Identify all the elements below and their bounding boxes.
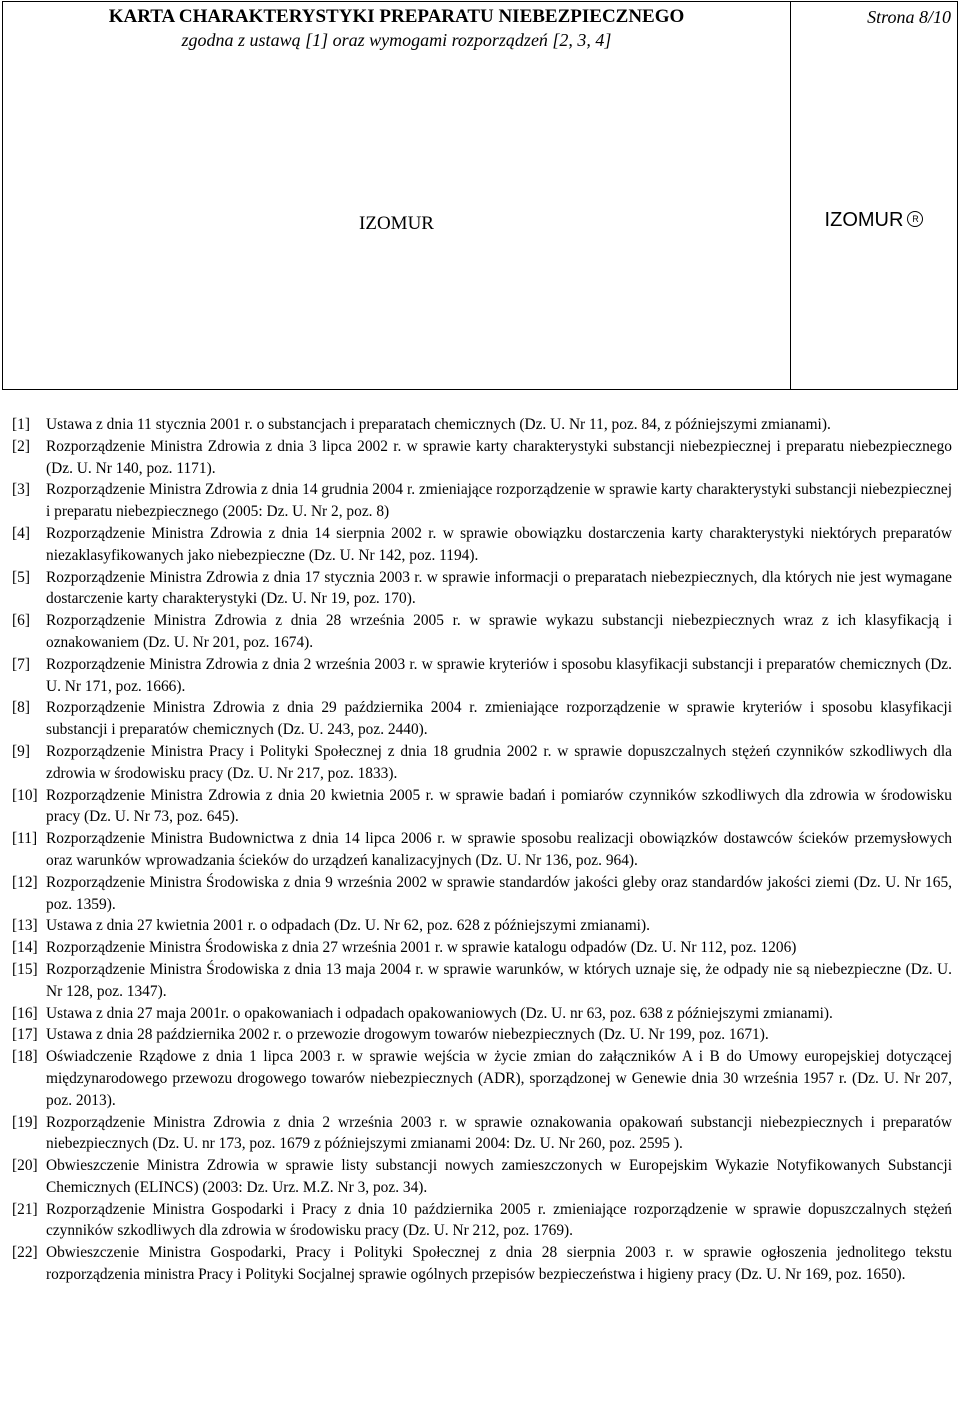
reference-number: [13]: [12, 917, 38, 935]
reference-text: Rozporządzenie Ministra Budownictwa z dnia 14 lipca 2006 r. w sprawie sposobu realizacji obowiązków dostawców ścieków przemysłowych oraz warunków wprowadzania ścieków do urządzeń kanalizacyjnych (Dz. U. Nr 136, poz. 964).: [46, 830, 952, 869]
reference-text: Rozporządzenie Ministra Zdrowia z dnia 14 grudnia 2004 r. zmieniające rozporządzenie w sprawie karty charakterystyki substancji niebezpiecznej i preparatu niebezpiecznego (2005: Dz. U. Nr 2, poz. 8): [46, 481, 952, 521]
reference-item: [12, 1003, 952, 1025]
reference-item: [12, 1046, 952, 1111]
reference-number: [16]: [12, 1004, 38, 1022]
reference-text: Obwieszczenie Ministra Gospodarki, Pracy i Polityki Społecznej z dnia 28 sierpnia 2003 r. w sprawie ogłoszenia jednolitego tekstu rozporządzenia ministra Pracy i Polityki Socjalnej sprawie ogólnych przepisów bezpieczeństwa i higieny pracy (Dz. U. Nr 169, poz. 1650).: [46, 1244, 952, 1284]
reference-text: Rozporządzenie Ministra Zdrowia z dnia 14 sierpnia 2002 r. w sprawie obowiązku dostarczenia karty charakterystyki niektórych preparatów niezaklasyfikowanych jako niebezpieczne (Dz. U. Nr 142, poz. 1194).: [46, 524, 952, 564]
reference-item: [12, 828, 952, 872]
reference-text: Ustawa z dnia 28 października 2002 r. o przewozie drogowym towarów niebezpiecznych (Dz. U. Nr 199, poz. 1671).: [46, 1026, 769, 1044]
reference-number: [8]: [12, 699, 30, 717]
reference-text: Rozporządzenie Ministra Środowiska z dnia 27 września 2001 r. w sprawie katalogu odpadów (Dz. U. Nr 112, poz. 1206): [46, 939, 797, 957]
reference-text: Rozporządzenie Ministra Środowiska z dnia 9 września 2002 w sprawie standardów jakości gleby oraz standardów jakości ziemi (Dz. U. Nr 165, poz. 1359).: [46, 873, 952, 913]
reference-number: [5]: [12, 568, 30, 586]
reference-item: [12, 741, 952, 785]
reference-number: [11]: [12, 830, 38, 848]
reference-item: [12, 654, 952, 698]
reference-item: [12, 872, 952, 916]
reference-number: [3]: [12, 481, 30, 499]
reference-text: Rozporządzenie Ministra Zdrowia z dnia 2 września 2003 r. w sprawie oznakowania opakowań substancji niebezpiecznych i preparatów niebezpiecznych (Dz. U. nr 173, poz. 1679 z późniejszymi zmianami 2004: Dz. U. Nr 260, poz. 2595 ).: [46, 1113, 952, 1153]
reference-number: [15]: [12, 960, 38, 978]
header-right-cell: [791, 2, 958, 390]
reference-item: [12, 1155, 952, 1199]
header-left-cell: [3, 2, 791, 390]
reference-number: [17]: [12, 1026, 38, 1044]
reference-number: [20]: [12, 1157, 38, 1175]
reference-item: [12, 1199, 952, 1243]
reference-number: [18]: [12, 1048, 38, 1066]
reference-number: [7]: [12, 655, 30, 673]
reference-number: [12]: [12, 873, 38, 891]
reference-item: [12, 1112, 952, 1156]
page-number: Strona 8/10: [867, 7, 951, 27]
reference-text: Rozporządzenie Ministra Gospodarki i Pracy z dnia 10 października 2005 r. zmieniające rozporządzenie w sprawie dopuszczalnych stężeń czynników szkodliwych dla zdrowia w środowisku pracy (Dz. U. Nr 212, poz. 1769).: [46, 1200, 952, 1240]
reference-number: [2]: [12, 437, 30, 455]
reference-number: [22]: [12, 1244, 38, 1262]
reference-text: Rozporządzenie Ministra Zdrowia z dnia 17 stycznia 2003 r. w sprawie informacji o preparatach niebezpiecznych, dla których nie jest wymagane dostarczenie karty charakterystyki (Dz. U. Nr 19, poz. 170).: [46, 568, 952, 608]
company-name: IZOMUR: [359, 213, 434, 234]
reference-number: [4]: [12, 524, 30, 542]
reference-item: [12, 523, 952, 567]
reference-text: Obwieszczenie Ministra Zdrowia w sprawie listy substancji nowych zamieszczonych w Europejskim Wykazie Notyfikowanych Substancji Chemicznych (ELINCS) (2003: Dz. Urz. M.Z. Nr 3, poz. 34).: [46, 1157, 952, 1196]
company-logo-text: IZOMUR: [824, 209, 904, 231]
reference-text: Rozporządzenie Ministra Zdrowia z dnia 20 kwietnia 2005 r. w sprawie badań i pomiarów czynników szkodliwych dla zdrowia w środowisku pracy (Dz. U. Nr 73, poz. 645).: [46, 786, 952, 826]
reference-number: [19]: [12, 1113, 38, 1131]
reference-item: [12, 436, 952, 480]
reference-item: [12, 414, 952, 436]
reference-text: Rozporządzenie Ministra Zdrowia z dnia 2 września 2003 r. w sprawie kryteriów i sposobu klasyfikacji substancji i preparatów chemicznych (Dz. U. Nr 171, poz. 1666).: [46, 655, 952, 695]
reference-item: [12, 959, 952, 1003]
reference-item: [12, 479, 952, 523]
reference-text: Ustawa z dnia 27 kwietnia 2001 r. o odpadach (Dz. U. Nr 62, poz. 628 z późniejszymi zmianami).: [46, 917, 650, 935]
reference-item: [12, 785, 952, 829]
reference-number: [1]: [12, 416, 30, 433]
registered-trademark-icon: R: [907, 211, 923, 227]
company-logo: [791, 209, 957, 232]
document-header: [2, 1, 958, 390]
reference-item: [12, 697, 952, 741]
reference-number: [21]: [12, 1200, 38, 1218]
reference-item: [12, 610, 952, 654]
reference-number: [10]: [12, 786, 38, 804]
reference-item: [12, 1024, 952, 1046]
reference-item: [12, 915, 952, 937]
reference-item: [12, 937, 952, 959]
reference-text: Rozporządzenie Ministra Zdrowia z dnia 29 października 2004 r. zmieniające rozporządzenie w sprawie kryteriów i sposobu klasyfikacji substancji i preparatów chemicznych (Dz. U. 243, poz. 2440).: [46, 699, 952, 739]
reference-text: Rozporządzenie Ministra Środowiska z dnia 13 maja 2004 r. w sprawie warunków, w których uznaje się, że odpady nie są niebezpieczne (Dz. U. Nr 128, poz. 1347).: [46, 960, 952, 1000]
reference-text: Rozporządzenie Ministra Pracy i Polityki Społecznej z dnia 18 grudnia 2002 r. w sprawie dopuszczalnych stężeń czynników szkodliwych dla zdrowia w środowisku pracy (Dz. U. Nr 217, poz. 1833).: [46, 742, 952, 782]
reference-number: [9]: [12, 742, 30, 760]
reference-item: [12, 567, 952, 611]
reference-text: Ustawa z dnia 27 maja 2001r. o opakowaniach i odpadach opakowaniowych (Dz. U. nr 63, poz. 638 z późniejszymi zmianami).: [46, 1004, 833, 1022]
reference-number: [6]: [12, 612, 30, 630]
reference-text: Oświadczenie Rządowe z dnia 1 lipca 2003 r. w sprawie wejścia w życie zmian do załączników A i B do Umowy europejskiej dotyczącej międzynarodowego przewozu drogowego towarów niebezpiecznych (ADR), sporządzonej w Genewie dnia 30 września 1957 r. (Dz. U. Nr 207, poz. 2013).: [46, 1048, 952, 1109]
reference-text: Ustawa z dnia 11 stycznia 2001 r. o substancjach i preparatach chemicznych (Dz. U. Nr 11, poz. 84, z późniejszymi zmianami).: [46, 416, 831, 433]
reference-item: [12, 1242, 952, 1286]
document-title: KARTA CHARAKTERYSTYKI PREPARATU NIEBEZPIECZNEGO: [108, 6, 685, 27]
document-subtitle: zgodna z ustawą [1] oraz wymogami rozporządzeń [2, 3, 4]: [181, 30, 612, 50]
reference-text: Rozporządzenie Ministra Zdrowia z dnia 28 września 2005 r. w sprawie wykazu substancji niebezpiecznych wraz z ich klasyfikacją i oznakowaniem (Dz. U. Nr 201, poz. 1674).: [46, 612, 952, 651]
reference-text: Rozporządzenie Ministra Zdrowia z dnia 3 lipca 2002 r. w sprawie karty charakterystyki substancji niebezpiecznej i preparatu niebezpiecznego (Dz. U. Nr 140, poz. 1171).: [46, 437, 952, 477]
references-list: [12, 414, 952, 1286]
reference-number: [14]: [12, 939, 38, 957]
